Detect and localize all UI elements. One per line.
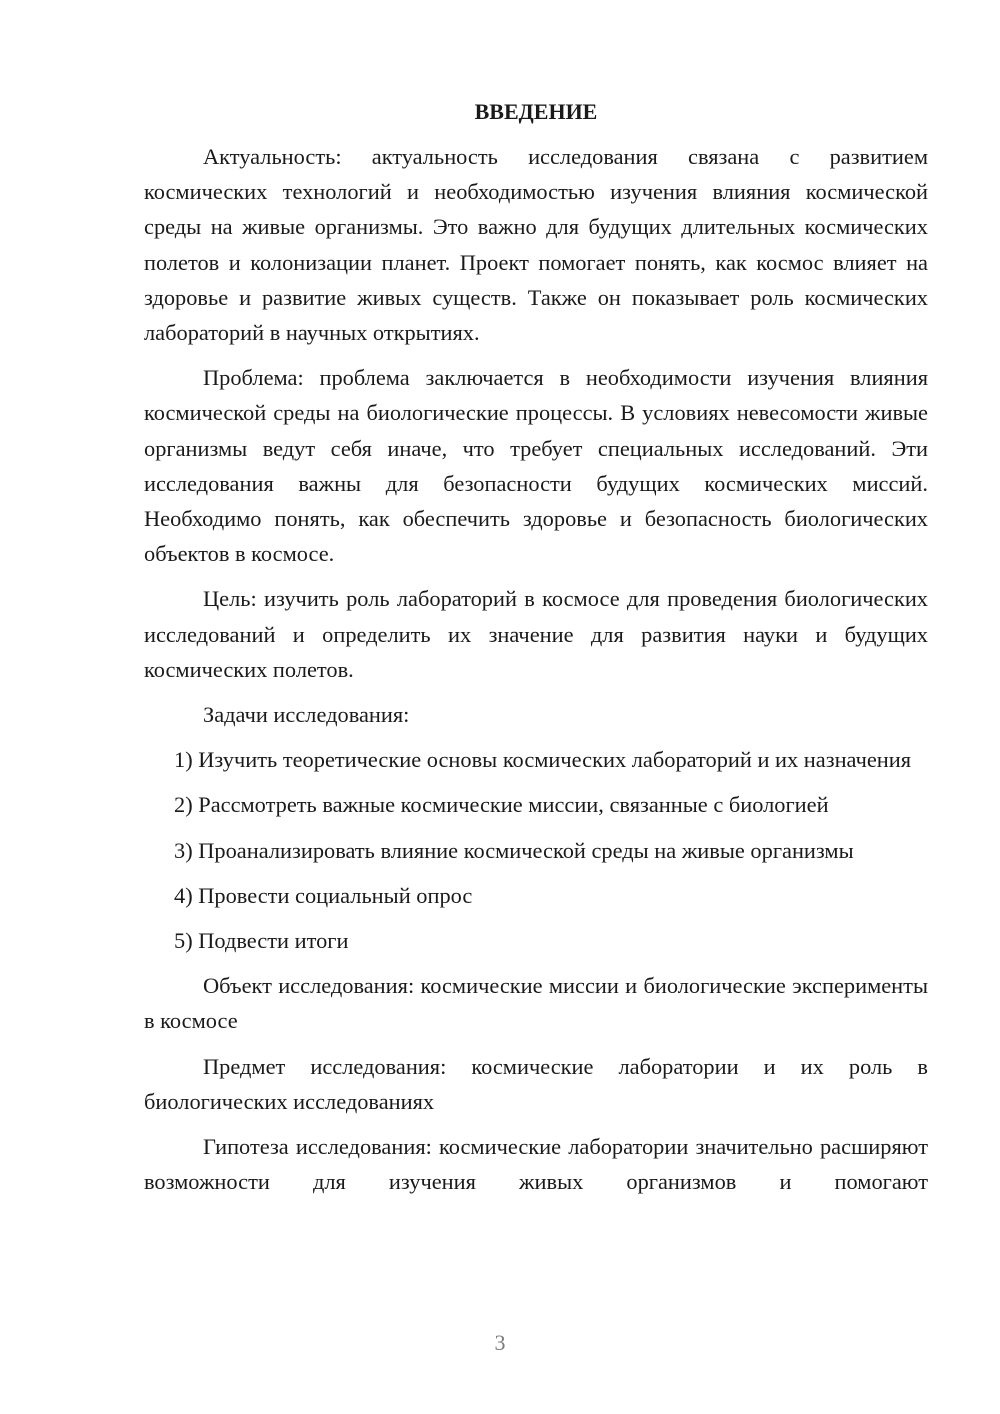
goal-paragraph: Цель: изучить роль лабораторий в космосе для проведения биологических исследований и определить их значение для развития науки и будущих космических полетов. xyxy=(144,586,928,682)
relevance-paragraph: Актуальность: актуальность исследования связана с развитием космических технологий и необходимостью изучения влияния космической среды на живые организмы. Это важно для будущих длительных космических полетов и колонизации планет. Проект помогает понять, как космос влияет на здоровье и развитие живых существ. Также он показывает роль космических лабораторий в научных открытиях. xyxy=(144,144,928,346)
section-title: ВВЕДЕНИЕ xyxy=(474,99,598,124)
hypothesis-paragraph: Гипотеза исследования: космические лаборатории значительно расширяют возможности для изучения живых организмов и помогают xyxy=(144,1134,928,1195)
tasks-heading: Задачи исследования: xyxy=(203,702,410,728)
subject-paragraph: Предмет исследования: космические лаборатории и их роль в биологических исследованиях xyxy=(144,1053,928,1114)
page-content xyxy=(144,94,928,1209)
page-number: 3 xyxy=(494,1330,506,1355)
task-item: 3) Проанализировать влияние космической среды на живые организмы xyxy=(174,837,854,863)
problem-paragraph: Проблема: проблема заключается в необходимости изучения влияния космической среды на биологические процессы. В условиях невесомости живые организмы ведут себя иначе, что требует специальных исследований. Эти исследования важны для безопасности будущих космических миссий. Необходимо понять, как обеспечить здоровье и безопасность биологических объектов в космосе. xyxy=(144,365,928,567)
task-item: 1) Изучить теоретические основы космических лабораторий и их назначения xyxy=(174,747,912,773)
object-paragraph: Объект исследования: космические миссии и биологические эксперименты в космосе xyxy=(144,973,928,1034)
task-item: 2) Рассмотреть важные космические миссии, связанные с биологией xyxy=(174,792,829,818)
task-item: 5) Подвести итоги xyxy=(174,928,349,954)
task-item: 4) Провести социальный опрос xyxy=(174,882,473,908)
